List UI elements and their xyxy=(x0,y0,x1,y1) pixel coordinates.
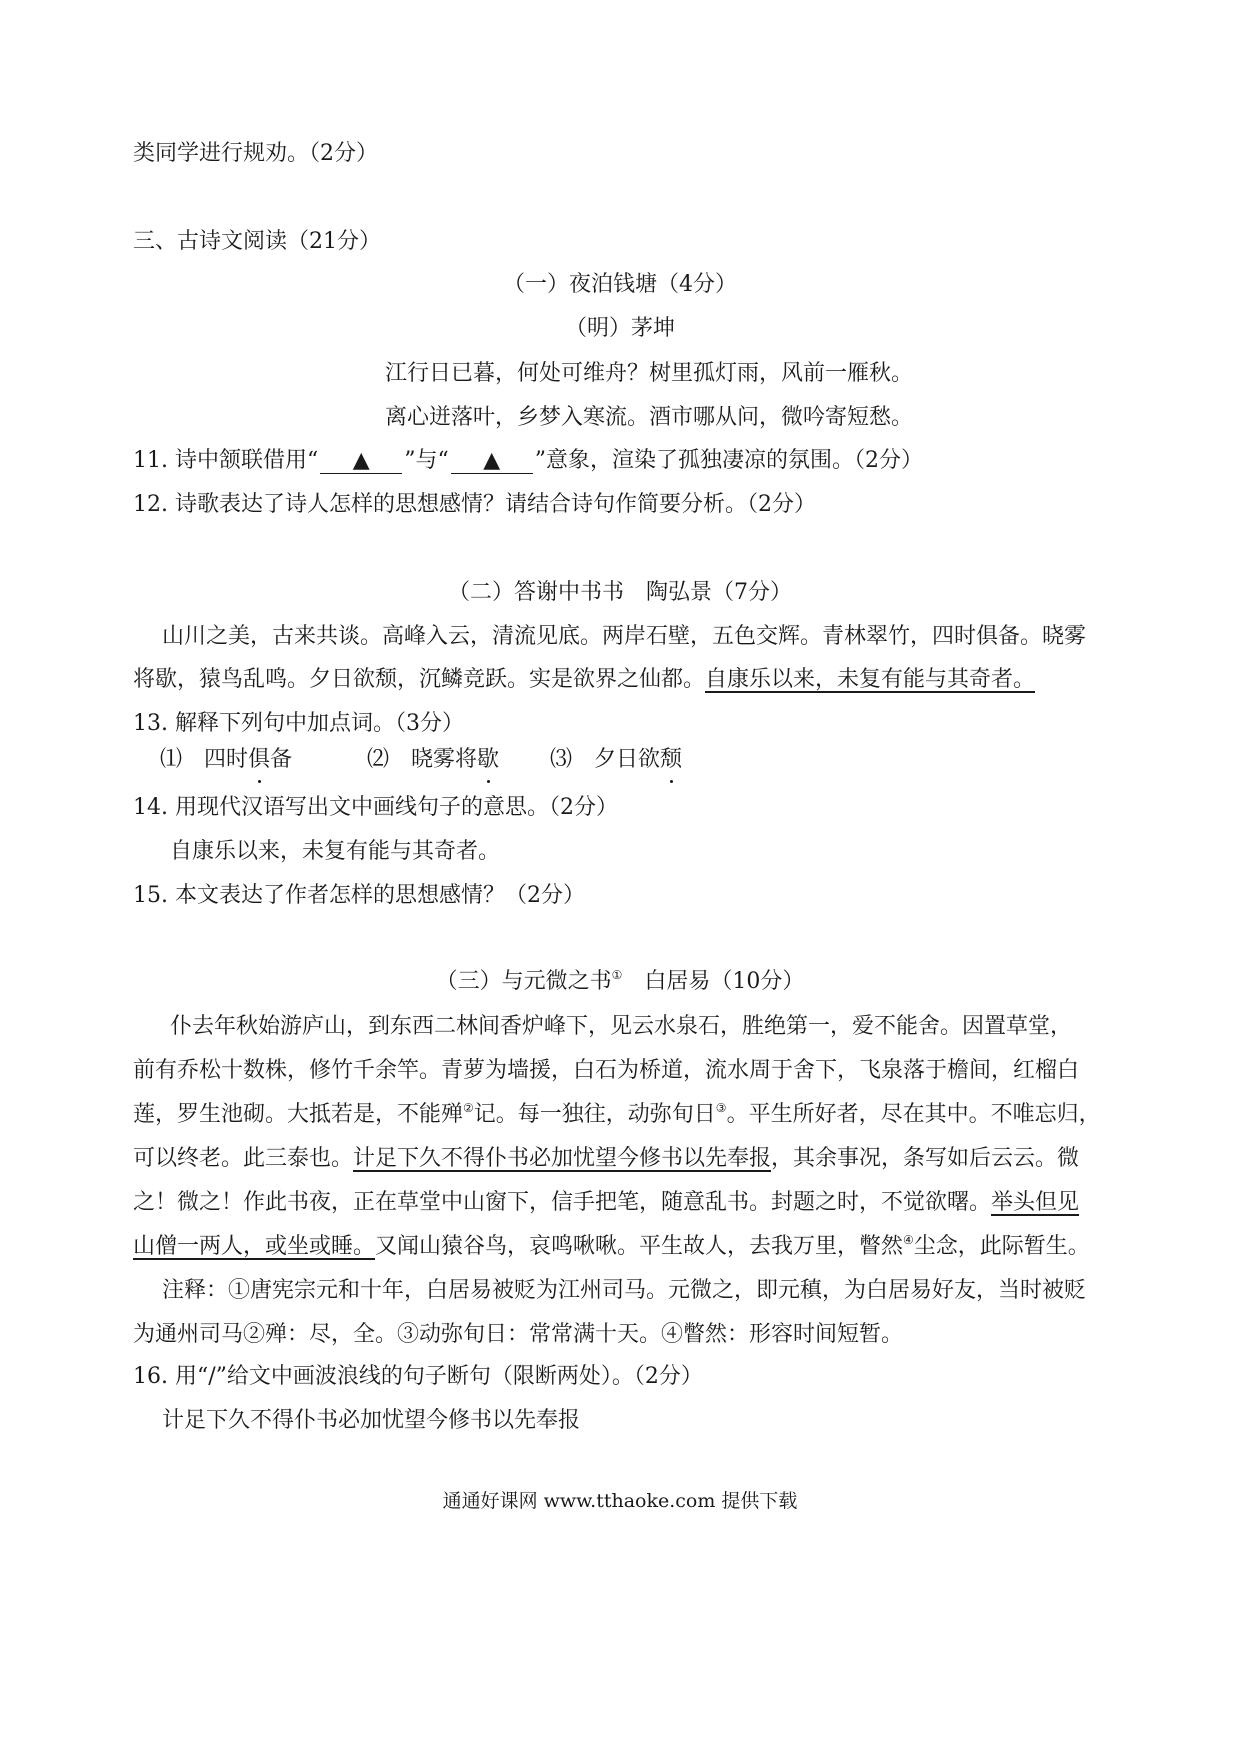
q13-item-2 xyxy=(367,745,550,775)
underlined-sentence: 山僧一两人，或坐或睡。 xyxy=(133,1234,376,1259)
q11-text-3: ”意象，渲染了孤独凄凉的氛围。（2分） xyxy=(534,448,923,473)
text3-text: 之！微之！作此书夜，正在草堂中山窗下，信手把笔，随意乱书。封题之时，不觉欲曙。 xyxy=(133,1190,992,1215)
text2-underlined-sentence: 自康乐以来，未复有能与其奇者。 xyxy=(705,667,1036,692)
note-line-2: 为通州司马②殚：尽，全。③动弥旬日：常常满十天。④瞥然：形容时间短暂。 xyxy=(133,1322,904,1347)
text3-title-author: 白居易（10分） xyxy=(622,969,805,994)
section3-title: 三、古诗文阅读（21分） xyxy=(133,229,381,254)
text3-title-text: （三）与元微之书 xyxy=(435,969,612,994)
question-12: 12. 诗歌表达了诗人怎样的思想感情？请结合诗句作简要分析。（2分） xyxy=(133,492,816,517)
q13-item-text: 四时 xyxy=(204,747,249,772)
q13-dotted-word: 俱 xyxy=(248,745,270,775)
text3-text: ，其余事况，条写如后云云。微 xyxy=(771,1146,1080,1171)
q11-text-2: ”与“ xyxy=(404,448,449,473)
text3-line-4 xyxy=(133,1144,1079,1174)
page-footer: 通通好课网 www.tthaoke.com 提供下载 xyxy=(442,1490,798,1512)
text2-line-1: 山川之美，古来共谈。高峰入云，清流见底。两岸石壁，五色交辉。青林翠竹，四时俱备。晓雾 xyxy=(162,624,1087,649)
text3-line-3 xyxy=(133,1100,1101,1130)
q14-sentence: 自康乐以来，未复有能与其奇者。 xyxy=(170,839,501,864)
footnote-mark: ② xyxy=(463,1101,474,1115)
q13-item-text: 晓雾将 xyxy=(411,747,478,772)
text3-line-6 xyxy=(133,1232,1090,1262)
q16-sentence: 计足下久不得仆书必加忧望今修书以先奉报 xyxy=(162,1408,581,1433)
q13-item-1 xyxy=(160,745,367,775)
question-14: 14. 用现代汉语写出文中画线句子的意思。（2分） xyxy=(133,795,618,820)
note-line-1: 注释：①唐宪宗元和十年，白居易被贬为江州司马。元微之，即元稹，为白居易好友，当时被贬 xyxy=(162,1278,1087,1303)
text2-title: （二）答谢中书书 陶弘景（7分） xyxy=(448,580,792,605)
text3-title xyxy=(0,967,1240,997)
question-11 xyxy=(133,446,923,476)
question-13: 13. 解释下列句中加点词。（3分） xyxy=(133,711,464,736)
q13-dotted-word: 颓 xyxy=(660,745,682,775)
text3-line-1: 仆去年秋始游庐山，到东西二林间香炉峰下，见云水泉石，胜绝第一，爱不能舍。因置草堂， xyxy=(170,1014,1073,1039)
text3-text: 尘念，此际暂生。 xyxy=(913,1234,1090,1259)
footnote-mark: ④ xyxy=(903,1233,914,1247)
question-16: 16. 用“/”给文中画波浪线的句子断句（限断两处）。（2分） xyxy=(133,1364,703,1389)
poem-title: （一）夜泊钱塘（4分） xyxy=(503,272,737,297)
footnote-mark: ③ xyxy=(715,1101,727,1115)
q13-item-3 xyxy=(550,745,682,775)
text3-text: 又闻山猿谷鸟，哀鸣啾啾。平生故人，去我万里，瞥然 xyxy=(375,1234,904,1259)
q13-item-text: 夕日欲 xyxy=(594,747,661,772)
text3-text: 莲，罗生池砌。大抵若是，不能殚 xyxy=(133,1102,464,1127)
text3-text: 可以终老。此三泰也。 xyxy=(133,1146,354,1171)
poem-line-2: 离心迸落叶，乡梦入寒流。酒市哪从问，微吟寄短愁。 xyxy=(385,405,914,430)
q13-dotted-word: 歇 xyxy=(477,745,499,775)
q13-item-num: ⑴ xyxy=(160,747,183,772)
text3-line-2: 前有乔松十数株，修竹千余竿。青萝为墙援，白石为桥道，流水周于舍下，飞泉落于檐间，红榴白 xyxy=(133,1058,1080,1083)
q13-items xyxy=(160,745,682,775)
q11-blank-1: ▲ xyxy=(320,449,402,474)
text3-line-5 xyxy=(133,1188,1079,1218)
top-line: 类同学进行规劝。（2分） xyxy=(133,141,378,166)
text3-text: 记。每一独往，动弥旬日 xyxy=(473,1102,716,1127)
wavy-underlined-sentence: 计足下久不得仆书必加忧望今修书以先奉报 xyxy=(353,1146,772,1171)
q13-item-num: ⑶ xyxy=(550,747,573,772)
q13-item-text: 备 xyxy=(270,747,293,772)
text2-line-2-text: 将歇，猿鸟乱鸣。夕日欲颓，沉鳞竞跃。实是欲界之仙都。 xyxy=(133,667,706,692)
q11-blank-2: ▲ xyxy=(451,449,533,474)
poem-line-1: 江行日已暮，何处可维舟？树里孤灯雨，风前一雁秋。 xyxy=(385,361,914,386)
question-15: 15. 本文表达了作者怎样的思想感情？（2分） xyxy=(133,883,585,908)
q11-text-1: 11. 诗中颔联借用“ xyxy=(133,448,319,473)
underlined-sentence: 举头但见 xyxy=(991,1190,1080,1215)
footnote-mark: ① xyxy=(611,968,623,982)
text2-line-2 xyxy=(133,665,1035,695)
text3-text: 。平生所好者，尽在其中。不唯忘归， xyxy=(726,1102,1101,1127)
poem-author: （明）茅坤 xyxy=(564,316,675,341)
q13-item-num: ⑵ xyxy=(367,747,390,772)
